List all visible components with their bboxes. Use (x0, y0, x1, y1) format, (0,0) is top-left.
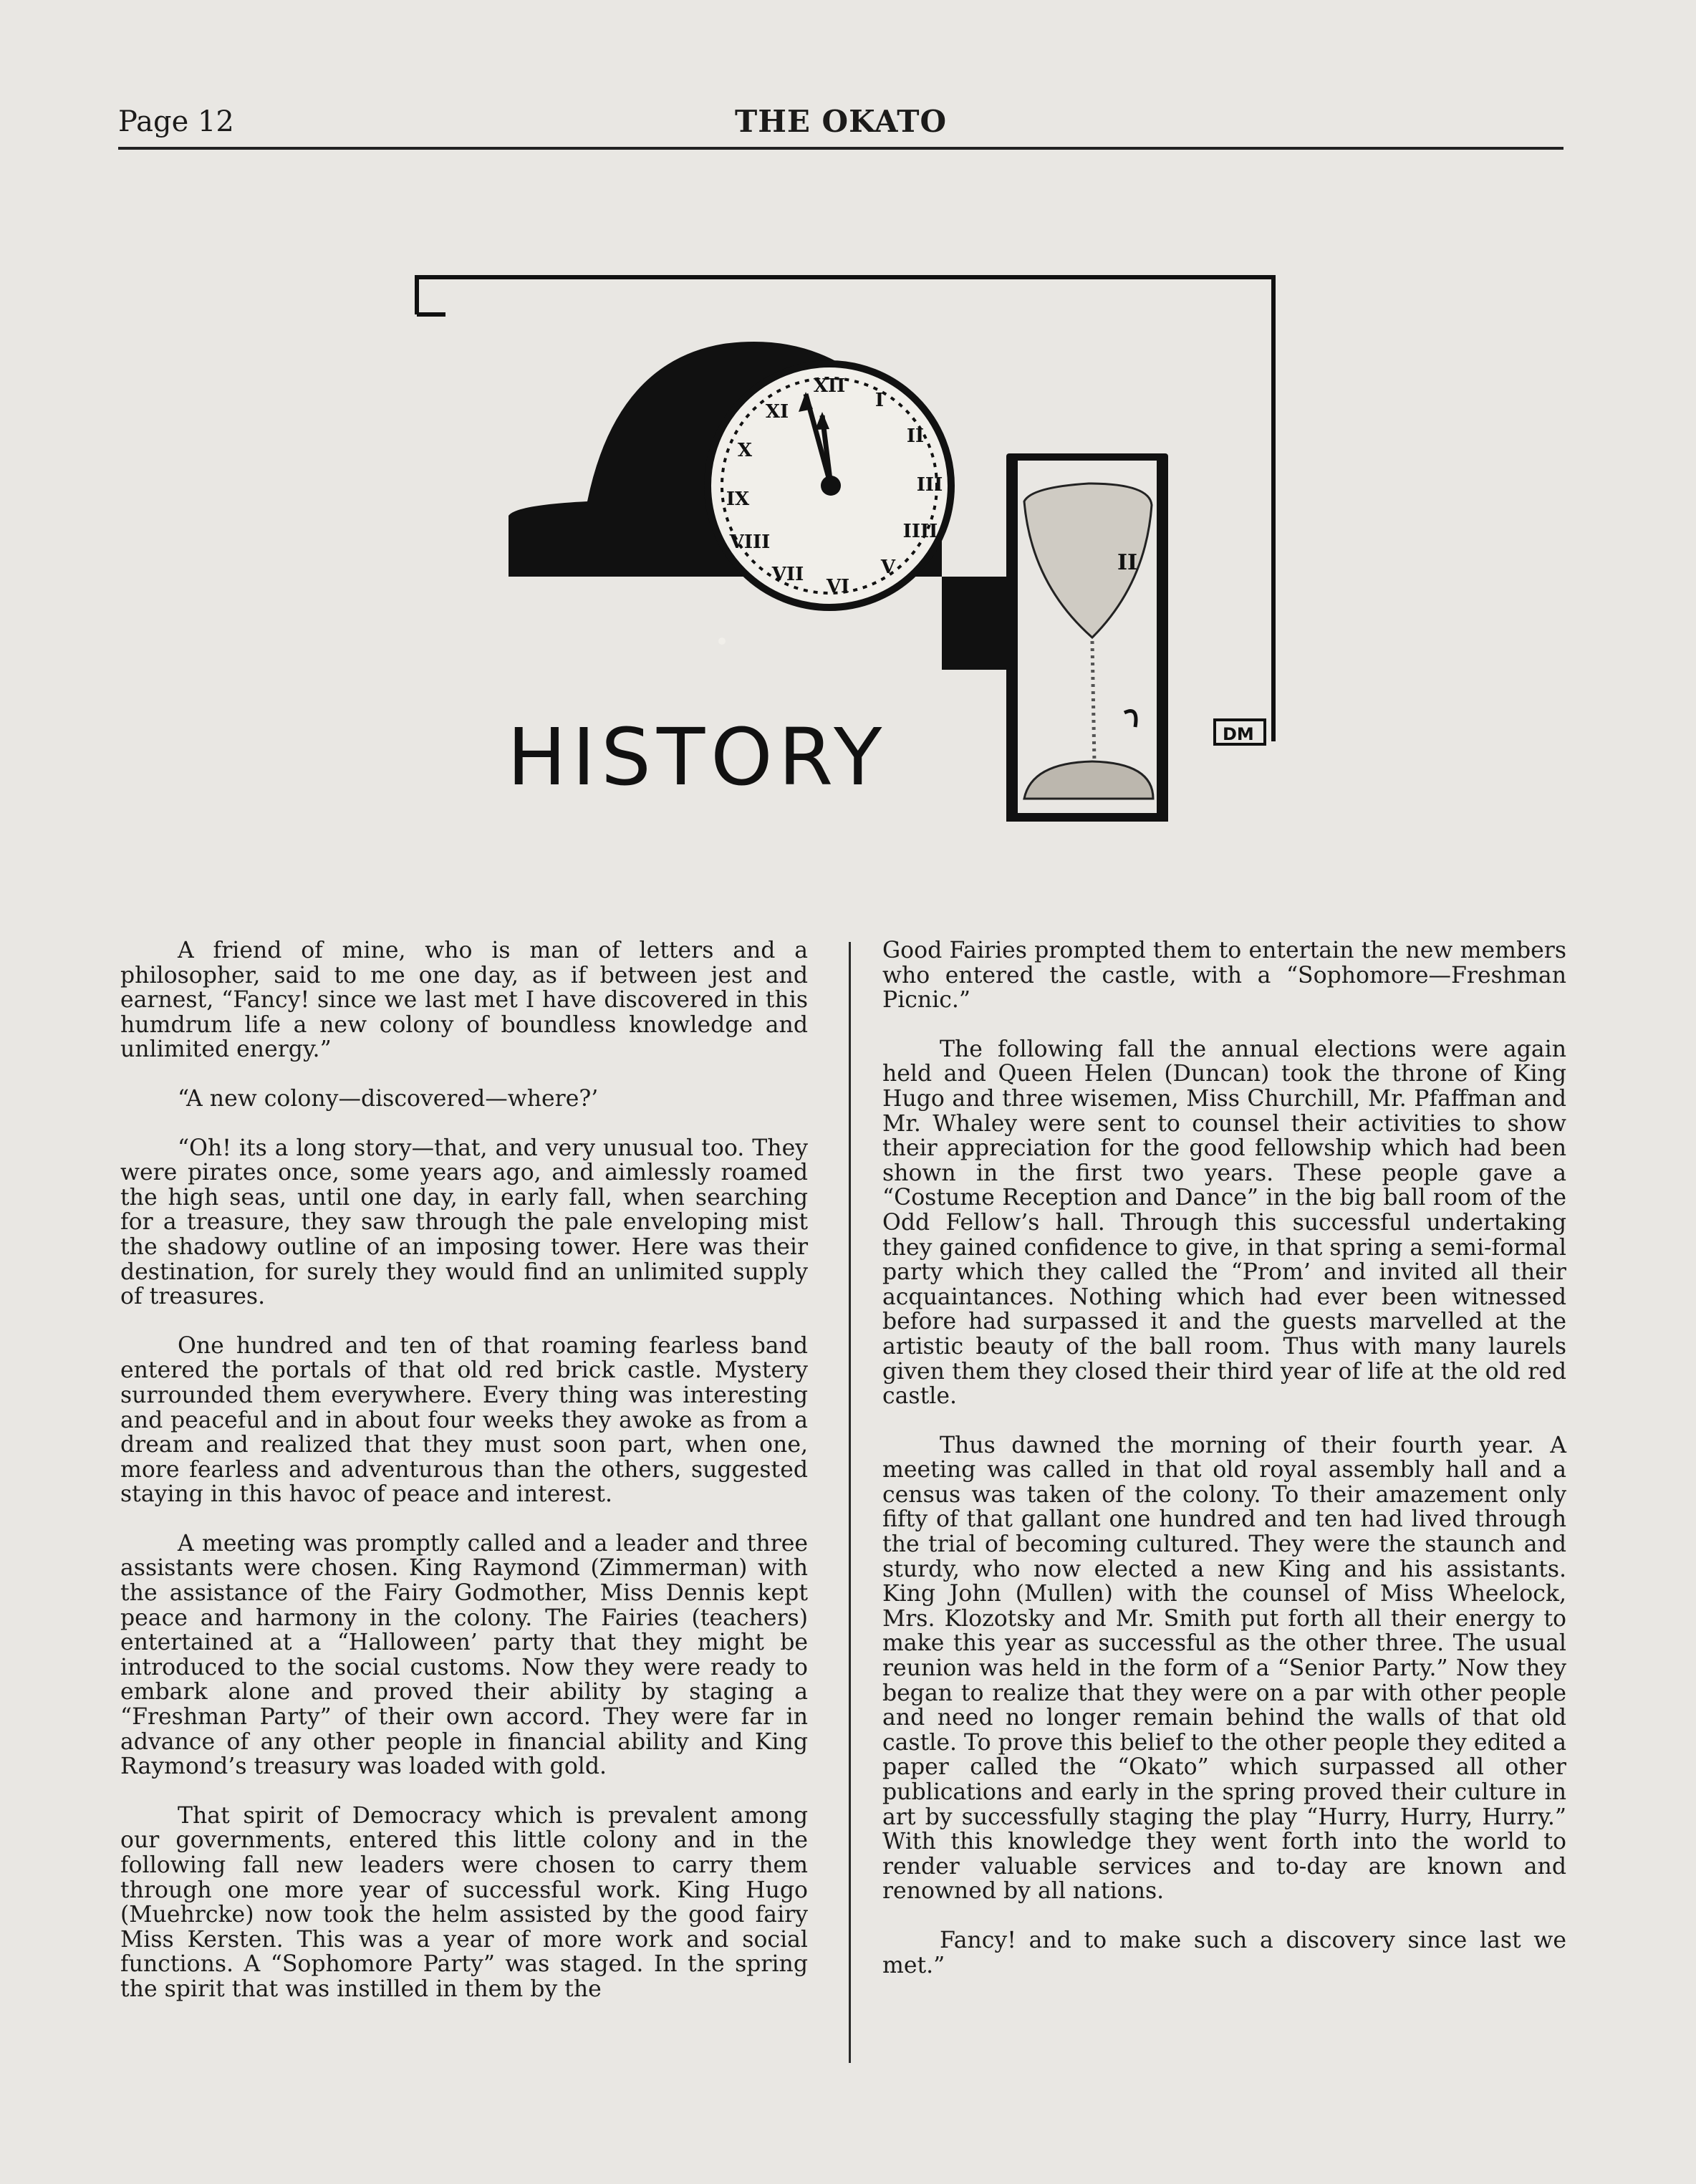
paragraph: Thus dawned the morning of their fourth year. A meeting was called in that old royal assembly hall and a census was taken of the colony. To their amazement only fifty of that gallant one hundred and ten had lived through the trial of becoming cultured. They were the staunch and sturdy, who now elected a new King and his assistants. King John (Mullen) with the counsel of Miss Wheelock, Mrs. Klozotsky and Mr. Smith put forth all their energy to make this year as successful as the other three. The usual reunion was held in the form of a “Senior Party.” Now they began to realize that they were on a par with other people and need no longer remain behind the walls of that old castle. To prove this belief to the other people they edited a paper called the “Okato” which surpassed all other publications and early in the spring proved their culture in art by successfully staging the play “Hurry, Hurry, Hurry.” With this knowledge they went forth into the world to render valuable services and to-day are known and renowned by all nations. (882, 1432, 1566, 1905)
numeral-ii: II (906, 425, 925, 447)
numeral-iii: III (916, 474, 943, 496)
hourglass (1006, 453, 1168, 822)
numeral-i: I (874, 390, 885, 411)
paragraph: Fancy! and to make such a discovery since last we met.” (882, 1927, 1566, 1978)
paragraph: A friend of mine, who is man of letters and a philosopher, said to me one day, as if between jest and earnest, “Fancy! since we last met I have discovered in this humdrum life a new colony of boundless knowledge and unlimited energy.” (120, 938, 808, 1063)
paragraph: “A new colony—discovered—where?’ (178, 1085, 599, 1112)
column-divider (849, 942, 851, 2063)
numeral-vii: VII (771, 564, 804, 585)
numeral-ix: IX (726, 489, 750, 510)
history-heading: HISTORY (507, 711, 888, 803)
article-left-column (120, 938, 808, 2026)
numeral-viii: VIII (729, 531, 771, 553)
paragraph: “Oh! its a long story—that, and very unusual too. They were pirates once, some years ago, and aimlessly roamed the high seas, until one day, in early fall, when searching for a treasure, they saw through the pale enveloping mist the shadowy outline of an imposing tower. Here was their destination, for surely they would find an unlimited supply of treasures. (120, 1135, 808, 1310)
numeral-xi: XI (765, 401, 789, 423)
paragraph: Good Fairies prompted them to entertain the new members who entered the castle, with a “Sophomore—Freshman Picnic.” (882, 938, 1566, 1014)
artist-signature: DM (1223, 724, 1254, 744)
page-number: Page 12 (118, 105, 234, 138)
hourglass-numeral: II (1117, 550, 1138, 575)
paragraph: That spirit of Democracy which is prevalent among our governments, entered this little colony and in the following fall new leaders were chosen to carry them through one more year of successful work. King Hugo (Muehrcke) now took the helm assisted by the good fairy Miss Kersten. This was a year of more work and social functions. A “Sophomore Party” was staged. In the spring the spirit that was instilled in them by the (120, 1802, 808, 2002)
paragraph: One hundred and ten of that roaming fearless band entered the portals of that old red brick castle. Mystery surrounded them everywhere. Every thing was interesting and peaceful and in about four weeks they awoke as from a dream and realized that they must soon part, when one, more fearless and adventurous than the others, suggested staying in this havoc of peace and interest. (120, 1332, 808, 1508)
publication-title: THE OKATO (734, 104, 948, 139)
numeral-v: V (880, 557, 896, 578)
article-right-column (882, 938, 1566, 2002)
numeral-vi: VI (826, 576, 850, 597)
numeral-x: X (737, 440, 753, 461)
page-header (118, 104, 1564, 150)
history-illustration (401, 269, 1304, 827)
paragraph: A meeting was promptly called and a leader and three assistants were chosen. King Raymond (Zimmerman) with the assistance of the Fairy Godmother, Miss Dennis kept peace and harmony in the colony. The Fairies (teachers) entertained at a “Halloween’ party that they might be introduced to the social customs. Now they were ready to embark alone and proved their ability by staging a “Freshman Party” of their own accord. They were far in advance of any other people in financial ability and King Raymond’s treasury was loaded with gold. (120, 1530, 808, 1780)
clock-face (708, 364, 951, 607)
numeral-iiii: IIII (902, 521, 938, 542)
paragraph: The following fall the annual elections were again held and Queen Helen (Duncan) took the throne of King Hugo and three wisemen, Miss Churchill, Mr. Pfaffman and Mr. Whaley were sent to counsel their activities to show their appreciation for the good fellowship which had been shown in the first two years. These people gave a “Costume Reception and Dance” in the big ball room of the Odd Fellow’s hall. Through this successful undertaking they gained confidence to give, in that spring a semi-formal party which they called the “Prom’ and invited all their acquaintances. Nothing which had ever been witnessed before had surpassed it and the guests marvelled at the artistic beauty of the ball room. Thus with many laurels given them they closed their third year of life at the old red castle. (882, 1036, 1566, 1410)
numeral-xii: XII (813, 375, 846, 397)
